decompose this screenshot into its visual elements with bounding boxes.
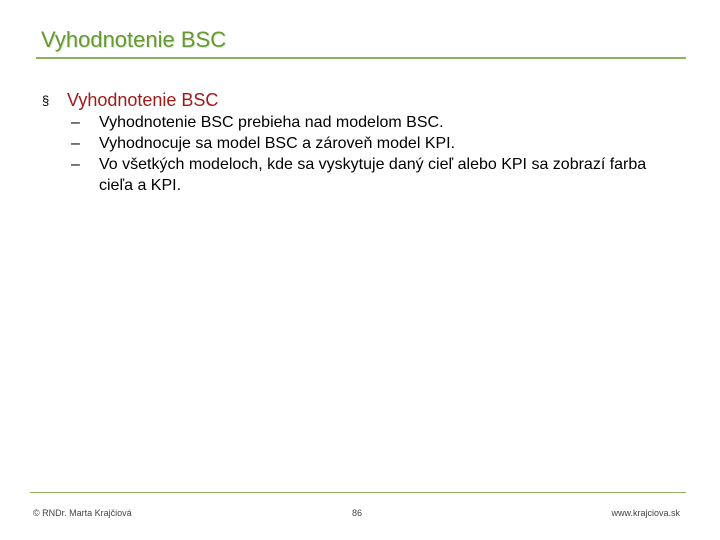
footer-divider (30, 492, 686, 493)
sub-bullet-item (71, 154, 681, 196)
dash-marker: – (71, 114, 80, 131)
sub-bullet-text: Vo všetkých modeloch, kde sa vyskytuje daný cieľ alebo KPI sa zobrazí farba cieľa a KPI. (99, 156, 647, 194)
footer-author: © RNDr. Marta Krajčiová (33, 508, 132, 518)
title-divider (36, 57, 686, 59)
footer-page-number: 86 (352, 508, 363, 518)
footer-website: www.krajciova.sk (611, 508, 680, 518)
main-bullet-text: Vyhodnotenie BSC (67, 90, 219, 110)
sub-bullet-text: Vyhodnocuje sa model BSC a zároveň model KPI. (99, 135, 456, 152)
sub-bullet-list (71, 112, 681, 196)
sub-bullet-item (71, 133, 681, 154)
sub-bullet-text: Vyhodnotenie BSC prebieha nad modelom BSC. (99, 114, 444, 131)
bullet-marker-icon: § (42, 93, 50, 108)
dash-marker: – (71, 135, 80, 152)
sub-bullet-item (71, 112, 681, 133)
dash-marker: – (71, 156, 80, 173)
slide-title: Vyhodnotenie BSC (41, 27, 227, 52)
